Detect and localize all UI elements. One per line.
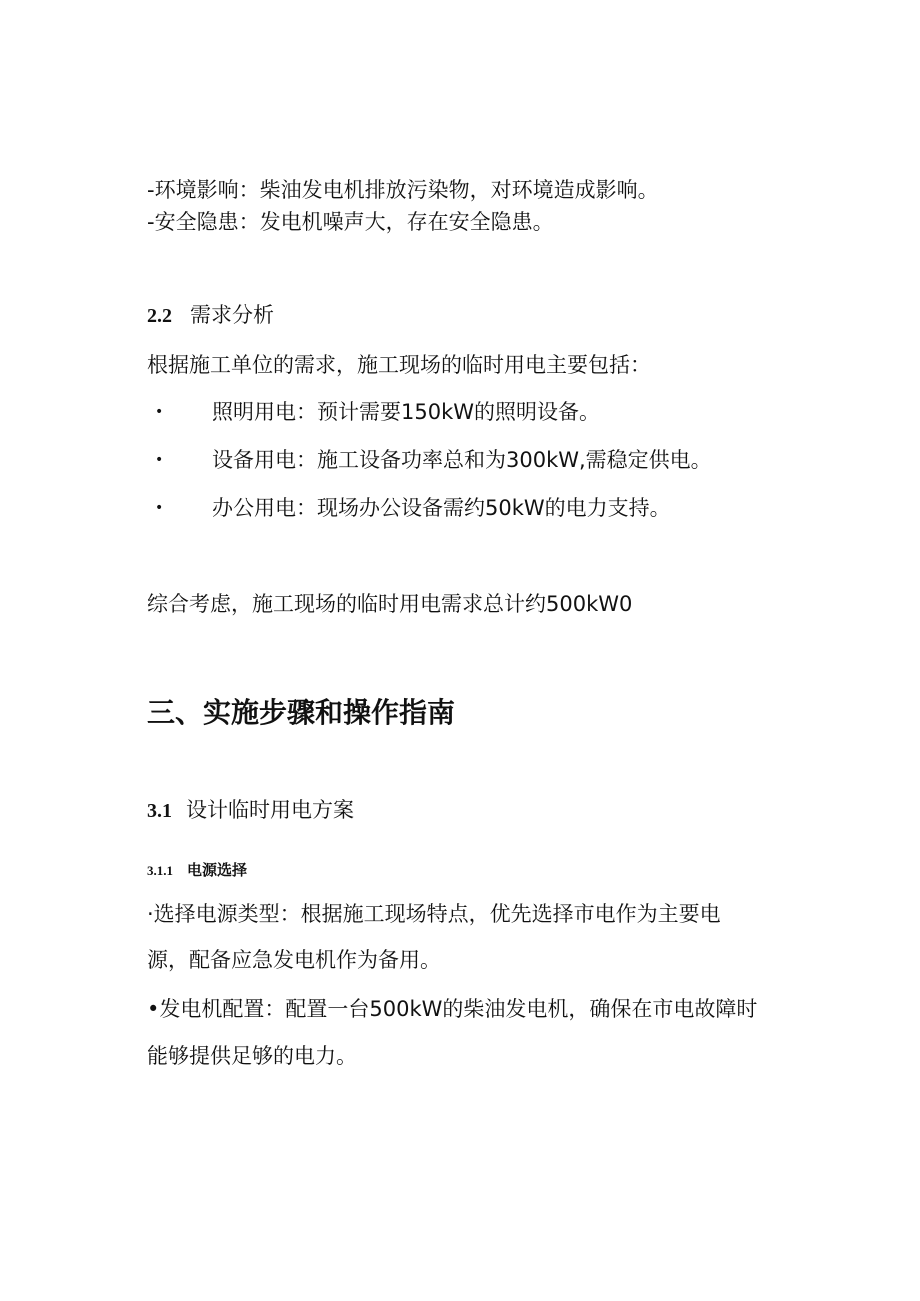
list-item-lighting: 照明用电：预计需要150kW的照明设备。 — [212, 400, 601, 424]
generator-line-2: 能够提供足够的电力。 — [147, 1044, 357, 1068]
generator-line-1: •发电机配置：配置一台500kW的柴油发电机，确保在市电故障时 — [147, 997, 758, 1021]
section-3-1-1-heading — [147, 854, 247, 885]
list-item-office: 办公用电：现场办公设备需约50kW的电力支持。 — [212, 496, 671, 520]
demand-intro: 根据施工单位的需求，施工现场的临时用电主要包括： — [147, 353, 651, 377]
section-3-1-heading — [147, 796, 354, 825]
env-impact-line: -环境影响：柴油发电机排放污染物，对环境造成影响。 — [147, 178, 659, 202]
safety-risk-line: -安全隐患：发电机噪声大，存在安全隐患。 — [147, 210, 554, 234]
section-2-2-heading — [147, 301, 274, 330]
section-title: 设计临时用电方案 — [186, 798, 354, 822]
power-type-line-2: 源，配备应急发电机作为备用。 — [147, 948, 441, 972]
subsection-title: 电源选择 — [187, 861, 248, 879]
demand-total: 综合考虑，施工现场的临时用电需求总计约500kW0 — [147, 592, 633, 616]
power-type-line-1: ·选择电源类型：根据施工现场特点，优先选择市电作为主要电 — [147, 902, 721, 926]
chapter-3-heading: 三、实施步骤和操作指南 — [147, 696, 456, 729]
list-item-equipment: 设备用电：施工设备功率总和为300kW,需稳定供电。 — [212, 448, 712, 472]
section-number: 3.1 — [147, 800, 172, 822]
list-bullet: • — [155, 452, 164, 468]
subsection-number: 3.1.1 — [147, 863, 173, 878]
section-number: 2.2 — [147, 305, 172, 327]
section-title: 需求分析 — [190, 303, 274, 327]
list-bullet: • — [155, 404, 164, 420]
list-bullet: • — [155, 500, 164, 516]
